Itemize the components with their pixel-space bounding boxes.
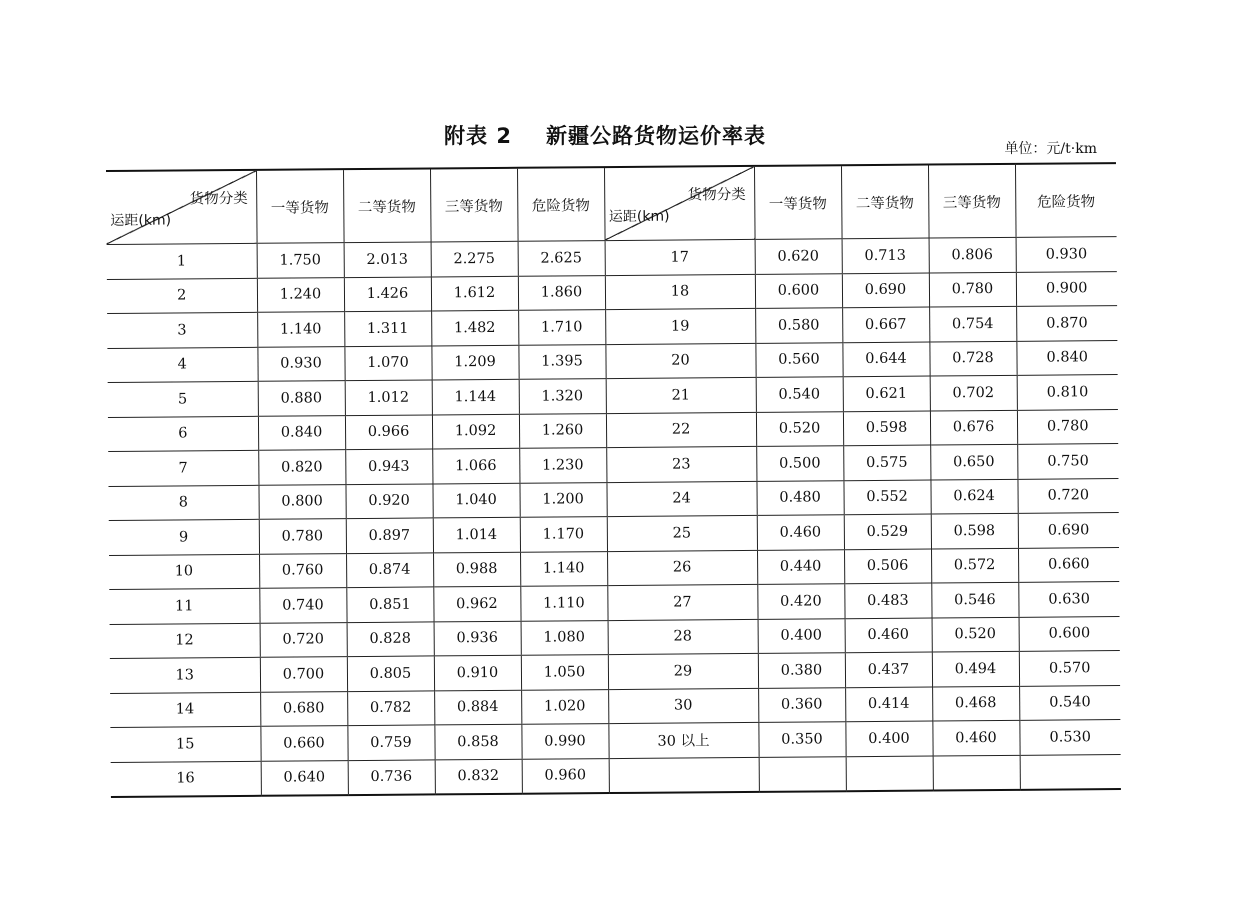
corner-bottom-label: 运距(km) [110, 212, 172, 229]
rate-cell: 0.680 [260, 691, 347, 726]
rate-cell: 0.598 [843, 411, 930, 446]
distance-cell: 5 [108, 381, 258, 417]
rate-cell: 0.870 [1016, 306, 1117, 341]
distance-cell: 26 [607, 550, 757, 586]
rate-cell: 0.400 [845, 721, 932, 756]
rate-cell: 1.395 [518, 344, 605, 379]
distance-cell: 11 [109, 588, 259, 624]
rate-cell: 0.832 [435, 759, 522, 795]
column-header: 危险货物 [517, 167, 605, 241]
rate-cell: 1.710 [518, 310, 605, 345]
corner-header-right [604, 166, 755, 241]
distance-cell: 30 以上 [608, 722, 758, 758]
rate-cell: 0.360 [758, 687, 845, 722]
rate-cell: 0.414 [845, 687, 932, 722]
distance-cell: 22 [606, 412, 756, 448]
rate-cell: 1.140 [257, 312, 344, 347]
rate-cell: 0.930 [257, 346, 344, 381]
distance-cell: 14 [110, 692, 260, 728]
distance-cell: 30 [608, 688, 758, 724]
distance-cell: 21 [606, 377, 756, 413]
table-title-prefix: 附表 2 [444, 124, 512, 148]
rate-cell: 0.910 [434, 655, 521, 690]
rate-cell: 0.780 [929, 272, 1016, 307]
rate-cell: 2.625 [518, 241, 605, 276]
column-header: 一等货物 [256, 169, 344, 243]
rate-cell: 1.170 [520, 517, 607, 552]
rate-cell: 0.600 [1019, 616, 1120, 651]
rate-cell: 1.144 [432, 379, 519, 414]
rate-cell: 2.013 [344, 242, 431, 277]
rate-cell: 0.520 [932, 617, 1019, 652]
distance-cell: 23 [606, 446, 756, 482]
column-header: 三等货物 [430, 168, 518, 242]
rate-cell: 0.936 [434, 621, 521, 656]
rate-cell: 0.800 [258, 484, 345, 519]
rate-cell: 0.600 [755, 273, 842, 308]
rate-cell: 1.050 [521, 655, 608, 690]
rate-cell: 0.540 [756, 377, 843, 412]
rate-cell: 0.990 [521, 724, 608, 759]
rate-cell: 0.740 [259, 588, 346, 623]
rate-cell: 0.350 [758, 722, 845, 757]
rate-cell: 0.780 [259, 519, 346, 554]
column-header: 三等货物 [928, 164, 1016, 238]
rate-cell: 1.066 [432, 448, 519, 483]
rate-cell: 0.884 [434, 690, 521, 725]
rate-cell: 0.897 [346, 518, 433, 553]
distance-cell: 4 [107, 347, 257, 383]
rate-cell: 1.320 [519, 379, 606, 414]
rate-cell: 0.650 [930, 444, 1017, 479]
rate-cell: 0.630 [1018, 582, 1119, 617]
rate-cell: 0.713 [842, 238, 929, 273]
rate-cell: 0.962 [433, 586, 520, 621]
distance-cell: 27 [607, 584, 757, 620]
rate-cell: 0.500 [756, 446, 843, 481]
unit-label: 单位：元/t·km [1004, 141, 1097, 157]
rate-cell: 0.780 [1017, 409, 1118, 444]
distance-cell: 16 [111, 761, 261, 797]
rate-cell [933, 755, 1020, 791]
freight-rate-table [106, 162, 1121, 798]
rate-cell: 0.494 [932, 651, 1019, 686]
rate-cell: 0.621 [843, 376, 930, 411]
rate-cell: 0.840 [258, 415, 345, 450]
rate-cell: 1.240 [257, 277, 344, 312]
rate-cell: 0.400 [758, 618, 845, 653]
distance-cell: 18 [605, 274, 755, 310]
rate-cell: 0.700 [260, 657, 347, 692]
distance-cell: 8 [108, 485, 258, 521]
distance-cell: 24 [606, 481, 756, 517]
rate-cell: 0.720 [260, 622, 347, 657]
distance-cell: 29 [608, 653, 758, 689]
rate-cell: 1.012 [345, 380, 432, 415]
rate-cell: 0.840 [1016, 340, 1117, 375]
distance-cell: 12 [110, 623, 260, 659]
rate-cell [1020, 754, 1121, 790]
rate-cell: 0.900 [1016, 271, 1117, 306]
rate-cell: 1.750 [257, 243, 344, 278]
rate-cell: 1.020 [521, 689, 608, 724]
rate-cell: 0.828 [347, 621, 434, 656]
rate-cell: 0.506 [844, 549, 931, 584]
rate-cell: 0.580 [755, 308, 842, 343]
rate-cell: 1.110 [520, 586, 607, 621]
rate-cell: 0.702 [930, 375, 1017, 410]
rate-cell [846, 756, 933, 792]
rate-cell: 0.570 [1019, 651, 1120, 686]
rate-cell: 1.092 [432, 414, 519, 449]
distance-cell: 25 [607, 515, 757, 551]
table-row [111, 754, 1121, 797]
table-title-text: 新疆公路货物运价率表 [545, 124, 766, 148]
rate-cell: 0.560 [755, 342, 842, 377]
rate-cell: 1.311 [344, 311, 431, 346]
rate-cell: 0.660 [260, 726, 347, 761]
distance-cell: 13 [110, 657, 260, 693]
rate-cell: 0.736 [348, 759, 435, 795]
column-header: 一等货物 [754, 165, 842, 239]
rate-cell: 0.552 [843, 480, 930, 515]
rate-cell: 0.620 [755, 239, 842, 274]
corner-top-label: 货物分类 [189, 190, 248, 208]
distance-cell: 9 [109, 519, 259, 555]
distance-cell: 20 [605, 343, 755, 379]
rate-cell: 1.070 [344, 345, 431, 380]
rate-cell: 0.483 [844, 583, 931, 618]
rate-cell: 0.759 [347, 725, 434, 760]
rate-cell [759, 756, 846, 792]
rate-cell: 0.676 [930, 410, 1017, 445]
distance-cell: 10 [109, 554, 259, 590]
rate-cell: 0.750 [1017, 444, 1118, 479]
rate-cell: 0.720 [1017, 478, 1118, 513]
header-row [106, 163, 1117, 244]
rate-cell: 0.728 [929, 341, 1016, 376]
rate-cell: 0.480 [756, 480, 843, 515]
rate-cell: 0.920 [345, 483, 432, 518]
corner-top-label: 货物分类 [687, 186, 746, 204]
rate-cell: 0.546 [931, 582, 1018, 617]
corner-header-left [106, 170, 257, 245]
rate-cell: 0.966 [345, 414, 432, 449]
rate-cell: 0.858 [434, 724, 521, 759]
rate-cell: 0.690 [1018, 513, 1119, 548]
rate-cell: 1.040 [432, 483, 519, 518]
rate-cell: 1.140 [520, 551, 607, 586]
distance-cell: 1 [107, 243, 257, 279]
rate-cell: 0.806 [929, 237, 1016, 272]
rate-cell: 0.960 [522, 758, 609, 794]
rate-cell: 0.529 [844, 514, 931, 549]
rate-cell: 0.540 [1019, 685, 1120, 720]
distance-cell: 28 [608, 619, 758, 655]
rate-cell: 2.275 [431, 241, 518, 276]
rate-cell: 0.690 [842, 273, 929, 308]
rate-cell: 1.200 [519, 482, 606, 517]
rate-cell: 0.572 [931, 548, 1018, 583]
rate-cell: 0.667 [842, 307, 929, 342]
distance-cell: 17 [605, 239, 755, 275]
rate-cell: 0.943 [345, 449, 432, 484]
rate-cell: 1.209 [431, 345, 518, 380]
rate-cell: 0.520 [756, 411, 843, 446]
rate-cell: 0.420 [757, 584, 844, 619]
rate-cell: 0.644 [842, 342, 929, 377]
rate-cell: 1.482 [431, 310, 518, 345]
rate-cell: 0.460 [757, 515, 844, 550]
rate-cell: 0.575 [843, 445, 930, 480]
distance-cell: 19 [605, 308, 755, 344]
column-header: 二等货物 [841, 165, 929, 239]
rate-cell: 0.380 [758, 653, 845, 688]
rate-cell: 0.874 [346, 552, 433, 587]
rate-cell: 1.014 [433, 517, 520, 552]
distance-cell: 6 [108, 416, 258, 452]
column-header: 二等货物 [343, 168, 431, 242]
rate-cell: 0.530 [1019, 720, 1120, 755]
rate-cell: 1.080 [521, 620, 608, 655]
rate-cell: 0.760 [259, 553, 346, 588]
distance-cell: 3 [107, 312, 257, 348]
rate-cell: 1.260 [519, 413, 606, 448]
rate-cell: 0.460 [845, 618, 932, 653]
distance-cell: 7 [108, 450, 258, 486]
rate-cell: 0.440 [757, 549, 844, 584]
rate-cell: 0.754 [929, 306, 1016, 341]
rate-cell: 1.426 [344, 276, 431, 311]
corner-bottom-label: 运距(km) [608, 208, 670, 226]
rate-cell: 0.468 [932, 686, 1019, 721]
rate-cell: 1.230 [519, 448, 606, 483]
column-header: 危险货物 [1015, 163, 1117, 237]
rate-cell: 0.460 [932, 720, 1019, 755]
rate-cell: 0.880 [258, 381, 345, 416]
rate-cell: 0.820 [258, 450, 345, 485]
rate-cell: 0.851 [346, 587, 433, 622]
distance-cell [609, 757, 759, 793]
rate-cell: 0.810 [1017, 375, 1118, 410]
distance-cell: 15 [110, 726, 260, 762]
rate-cell: 1.612 [431, 276, 518, 311]
rate-cell: 0.988 [433, 552, 520, 587]
rate-cell: 1.860 [518, 275, 605, 310]
rate-cell: 0.782 [347, 690, 434, 725]
rate-cell: 0.624 [930, 479, 1017, 514]
rate-cell: 0.930 [1016, 237, 1117, 272]
distance-cell: 2 [107, 278, 257, 314]
rate-cell: 0.598 [931, 513, 1018, 548]
rate-cell: 0.437 [845, 652, 932, 687]
rate-cell: 0.660 [1018, 547, 1119, 582]
rate-cell: 0.640 [261, 760, 348, 796]
rate-cell: 0.805 [347, 656, 434, 691]
